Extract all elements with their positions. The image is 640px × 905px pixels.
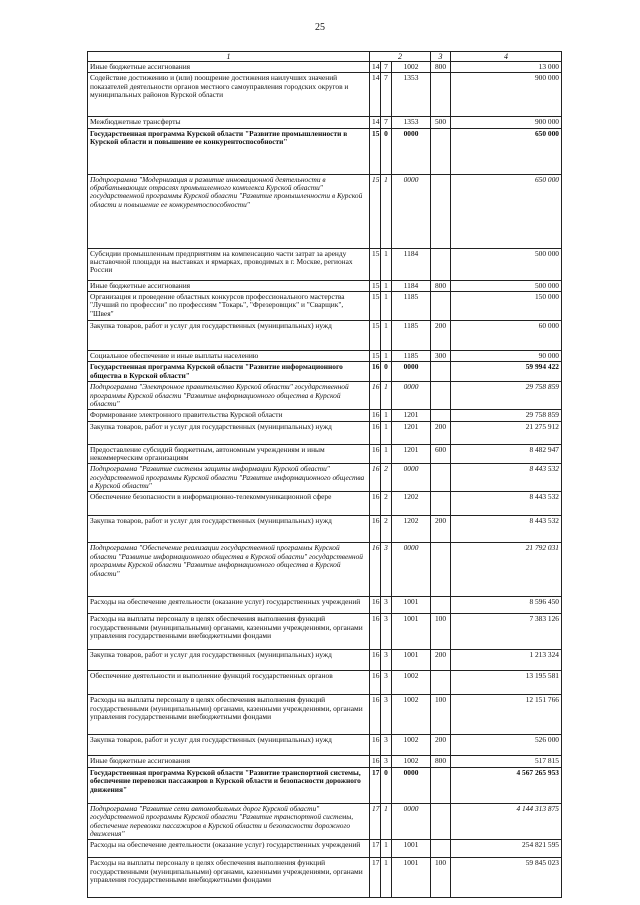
row-amount: 526 000 [451,735,562,756]
row-amount: 254 821 595 [451,840,562,858]
row-expense-type: 200 [431,650,451,671]
row-amount: 59 994 422 [451,362,562,382]
row-direction-code: 1201 [392,444,431,464]
row-name: Организация и проведение областных конкурсов профессионального мастерства "Лучший по профессии" по профессиям "Токарь", "Фрезеровщик" и "Сварщик", "Швея" [88,292,370,321]
row-expense-type [431,464,451,492]
row-program-code: 15 [370,174,381,248]
row-program-code: 15 [370,321,381,351]
row-direction-code: 1353 [392,73,431,117]
table-row [88,650,562,671]
row-program-code: 16 [370,614,381,650]
row-subprogram-code: 1 [381,803,392,839]
row-expense-type [431,410,451,421]
row-subprogram-code: 2 [381,516,392,543]
row-direction-code: 1002 [392,62,431,73]
row-name: Подпрограмма "Модернизация и развитие инновационной деятельности в обрабатывающих отраслях промышленного комплекса Курской области" государственной программы Курской области "Развитие промышленности в Курской области и повышение ее конкурентоспособности" [88,174,370,248]
row-direction-code: 1001 [392,614,431,650]
row-expense-type: 100 [431,858,451,898]
row-program-code: 14 [370,117,381,128]
table-row [88,248,562,280]
row-expense-type [431,73,451,117]
row-expense-type: 800 [431,756,451,767]
row-expense-type: 200 [431,321,451,351]
row-amount: 4 567 265 953 [451,767,562,803]
row-amount: 150 000 [451,292,562,321]
table-row [88,492,562,516]
row-name: Иные бюджетные ассигнования [88,756,370,767]
row-name: Иные бюджетные ассигнования [88,280,370,291]
row-name: Закупка товаров, работ и услуг для государственных (муниципальных) нужд [88,516,370,543]
row-direction-code: 1201 [392,410,431,421]
row-program-code: 16 [370,671,381,695]
row-direction-code: 1001 [392,858,431,898]
row-program-code: 16 [370,421,381,444]
row-amount: 12 151 766 [451,695,562,735]
row-program-code: 17 [370,803,381,839]
table-row [88,735,562,756]
table-row [88,803,562,839]
table-row [88,421,562,444]
row-subprogram-code: 1 [381,280,392,291]
row-program-code: 16 [370,756,381,767]
row-direction-code: 1185 [392,321,431,351]
row-subprogram-code: 1 [381,421,392,444]
row-expense-type [431,671,451,695]
row-amount: 900 000 [451,73,562,117]
row-name: Расходы на обеспечение деятельности (оказание услуг) государственных учреждений [88,597,370,614]
row-program-code: 16 [370,382,381,410]
row-name: Подпрограмма "Обеспечение реализации государственной программы Курской области "Развитие информационного общества в Курской области" государственной программы Курской области "Развитие информационного общества в Курской области" [88,543,370,597]
row-expense-type: 500 [431,117,451,128]
row-subprogram-code: 1 [381,444,392,464]
table-row [88,858,562,898]
header-col-name: 1 [88,52,370,62]
row-program-code: 16 [370,597,381,614]
row-name: Предоставление субсидий бюджетным, автономным учреждениям и иным некоммерческим организациям [88,444,370,464]
header-col-type: 3 [431,52,451,62]
row-program-code: 17 [370,767,381,803]
row-amount: 8 443 532 [451,492,562,516]
row-amount: 500 000 [451,248,562,280]
row-subprogram-code: 1 [381,174,392,248]
row-expense-type [431,128,451,174]
row-subprogram-code: 3 [381,650,392,671]
row-amount: 4 144 313 875 [451,803,562,839]
row-subprogram-code: 2 [381,492,392,516]
row-name: Закупка товаров, работ и услуг для государственных (муниципальных) нужд [88,735,370,756]
row-expense-type: 100 [431,695,451,735]
row-subprogram-code: 3 [381,756,392,767]
row-name: Расходы на обеспечение деятельности (оказание услуг) государственных учреждений [88,840,370,858]
row-program-code: 16 [370,410,381,421]
row-name: Подпрограмма "Развитие системы защиты информации Курской области" государственной программы Курской области "Развитие информационного общества в Курской области" [88,464,370,492]
row-name: Субсидии промышленным предприятиям на компенсацию части затрат за аренду выставочной площади на выставках и ярмарках, проводимых в г. Москве, регионах России [88,248,370,280]
table-row [88,614,562,650]
row-program-code: 16 [370,650,381,671]
row-program-code: 16 [370,464,381,492]
table-row [88,464,562,492]
row-direction-code: 0000 [392,362,431,382]
row-amount: 13 000 [451,62,562,73]
row-subprogram-code: 0 [381,128,392,174]
row-expense-type [431,803,451,839]
row-direction-code: 1185 [392,292,431,321]
row-subprogram-code: 1 [381,321,392,351]
table-header-row [88,52,562,62]
row-amount: 7 383 126 [451,614,562,650]
row-subprogram-code: 0 [381,767,392,803]
row-name: Обеспечение деятельности и выполнение функций государственных органов [88,671,370,695]
table-row [88,382,562,410]
row-direction-code: 1353 [392,117,431,128]
row-subprogram-code: 0 [381,362,392,382]
row-name: Содействие достижению и (или) поощрение достижения наилучших значений показателей деятельности органов местного самоуправления городских округов и муниципальных районов Курской области [88,73,370,117]
row-expense-type: 800 [431,62,451,73]
row-direction-code: 0000 [392,767,431,803]
row-direction-code: 0000 [392,174,431,248]
table-row [88,543,562,597]
row-subprogram-code: 3 [381,614,392,650]
table-row [88,444,562,464]
row-expense-type: 800 [431,280,451,291]
row-direction-code: 0000 [392,543,431,597]
row-subprogram-code: 3 [381,671,392,695]
row-direction-code: 1185 [392,351,431,362]
row-amount: 517 815 [451,756,562,767]
row-program-code: 15 [370,292,381,321]
row-direction-code: 1002 [392,695,431,735]
row-name: Межбюджетные трансферты [88,117,370,128]
row-name: Социальное обеспечение и иные выплаты населению [88,351,370,362]
row-name: Формирование электронного правительства Курской области [88,410,370,421]
row-subprogram-code: 1 [381,292,392,321]
row-subprogram-code: 2 [381,464,392,492]
row-direction-code: 1001 [392,650,431,671]
row-name: Расходы на выплаты персоналу в целях обеспечения выполнения функций государственными (муниципальными) органами, казенными учреждениями, органами управления государственными внебюджетными фондами [88,614,370,650]
row-direction-code: 0000 [392,803,431,839]
table-row [88,516,562,543]
row-amount: 29 758 859 [451,382,562,410]
row-direction-code: 1002 [392,756,431,767]
row-name: Закупка товаров, работ и услуг для государственных (муниципальных) нужд [88,421,370,444]
row-expense-type: 200 [431,516,451,543]
table-body [88,62,562,898]
table-row [88,756,562,767]
row-amount: 1 213 324 [451,650,562,671]
row-expense-type [431,492,451,516]
row-program-code: 16 [370,543,381,597]
row-direction-code: 0000 [392,382,431,410]
row-direction-code: 1002 [392,735,431,756]
table-row [88,362,562,382]
row-program-code: 16 [370,516,381,543]
row-subprogram-code: 1 [381,840,392,858]
row-name: Государственная программа Курской области "Развитие информационного общества в Курской области" [88,362,370,382]
row-amount: 500 000 [451,280,562,291]
row-direction-code: 1202 [392,516,431,543]
row-amount: 650 000 [451,128,562,174]
row-program-code: 17 [370,858,381,898]
table-row [88,695,562,735]
row-name: Государственная программа Курской области "Развитие транспортной системы, обеспечение перевозки пассажиров в Курской области и безопасности дорожного движения" [88,767,370,803]
table-row [88,321,562,351]
table-row [88,292,562,321]
row-program-code: 15 [370,280,381,291]
row-subprogram-code: 7 [381,73,392,117]
row-name: Подпрограмма "Электронное правительство Курской области" государственной программы Курской области "Развитие информационного общества в Курской области" [88,382,370,410]
header-col-amount: 4 [451,52,562,62]
page-number: 25 [315,22,325,33]
row-program-code: 16 [370,492,381,516]
row-expense-type [431,382,451,410]
row-name: Обеспечение безопасности в информационно-телекоммуникационной сфере [88,492,370,516]
row-program-code: 16 [370,735,381,756]
row-program-code: 16 [370,444,381,464]
row-amount: 13 195 581 [451,671,562,695]
row-name: Закупка товаров, работ и услуг для государственных (муниципальных) нужд [88,321,370,351]
row-amount: 8 596 450 [451,597,562,614]
row-program-code: 14 [370,62,381,73]
row-subprogram-code: 3 [381,695,392,735]
table-row [88,671,562,695]
row-expense-type [431,597,451,614]
row-name: Государственная программа Курской области "Развитие промышленности в Курской области и повышение ее конкурентоспособности" [88,128,370,174]
row-direction-code: 1001 [392,840,431,858]
row-program-code: 14 [370,73,381,117]
row-expense-type [431,767,451,803]
row-name: Расходы на выплаты персоналу в целях обеспечения выполнения функций государственными (муниципальными) органами, казенными учреждениями, органами управления государственными внебюджетными фондами [88,858,370,898]
row-program-code: 17 [370,840,381,858]
table-row [88,597,562,614]
row-amount: 21 275 912 [451,421,562,444]
row-program-code: 15 [370,351,381,362]
row-program-code: 16 [370,362,381,382]
row-amount: 8 482 947 [451,444,562,464]
row-name: Расходы на выплаты персоналу в целях обеспечения выполнения функций государственными (муниципальными) органами, казенными учреждениями, органами управления государственными внебюджетными фондами [88,695,370,735]
table-row [88,280,562,291]
row-expense-type [431,174,451,248]
table-row [88,351,562,362]
row-amount: 900 000 [451,117,562,128]
row-name: Подпрограмма "Развитие сети автомобильных дорог Курской области" государственной программы Курской области "Развитие транспортной системы, обеспечение перевозки пассажиров в Курской области и безопасности дорожного движения" [88,803,370,839]
row-expense-type: 200 [431,735,451,756]
row-expense-type: 200 [431,421,451,444]
row-amount: 90 000 [451,351,562,362]
table-row [88,410,562,421]
row-direction-code: 1001 [392,597,431,614]
table-row [88,73,562,117]
row-subprogram-code: 1 [381,351,392,362]
row-direction-code: 0000 [392,128,431,174]
row-amount: 21 792 031 [451,543,562,597]
row-amount: 60 000 [451,321,562,351]
row-program-code: 15 [370,248,381,280]
table-row [88,62,562,73]
row-expense-type [431,543,451,597]
row-subprogram-code: 1 [381,382,392,410]
row-expense-type: 600 [431,444,451,464]
table-row [88,128,562,174]
row-amount: 59 845 023 [451,858,562,898]
budget-table [87,51,562,898]
row-program-code: 15 [370,128,381,174]
row-amount: 8 443 532 [451,516,562,543]
row-direction-code: 1184 [392,248,431,280]
row-subprogram-code: 1 [381,248,392,280]
row-expense-type: 300 [431,351,451,362]
row-subprogram-code: 7 [381,117,392,128]
row-name: Закупка товаров, работ и услуг для государственных (муниципальных) нужд [88,650,370,671]
row-subprogram-code: 3 [381,543,392,597]
row-direction-code: 1184 [392,280,431,291]
row-direction-code: 1002 [392,671,431,695]
table-row [88,767,562,803]
row-expense-type [431,248,451,280]
header-col-code: 2 [370,52,431,62]
row-subprogram-code: 3 [381,735,392,756]
row-amount: 29 758 859 [451,410,562,421]
row-subprogram-code: 1 [381,410,392,421]
table-row [88,174,562,248]
row-subprogram-code: 7 [381,62,392,73]
row-program-code: 16 [370,695,381,735]
row-direction-code: 1202 [392,492,431,516]
row-amount: 650 000 [451,174,562,248]
row-name: Иные бюджетные ассигнования [88,62,370,73]
row-expense-type [431,840,451,858]
row-expense-type: 100 [431,614,451,650]
row-expense-type [431,292,451,321]
row-amount: 8 443 532 [451,464,562,492]
table-row [88,117,562,128]
row-subprogram-code: 3 [381,597,392,614]
row-subprogram-code: 1 [381,858,392,898]
row-expense-type [431,362,451,382]
row-direction-code: 1201 [392,421,431,444]
table-row [88,840,562,858]
row-direction-code: 0000 [392,464,431,492]
